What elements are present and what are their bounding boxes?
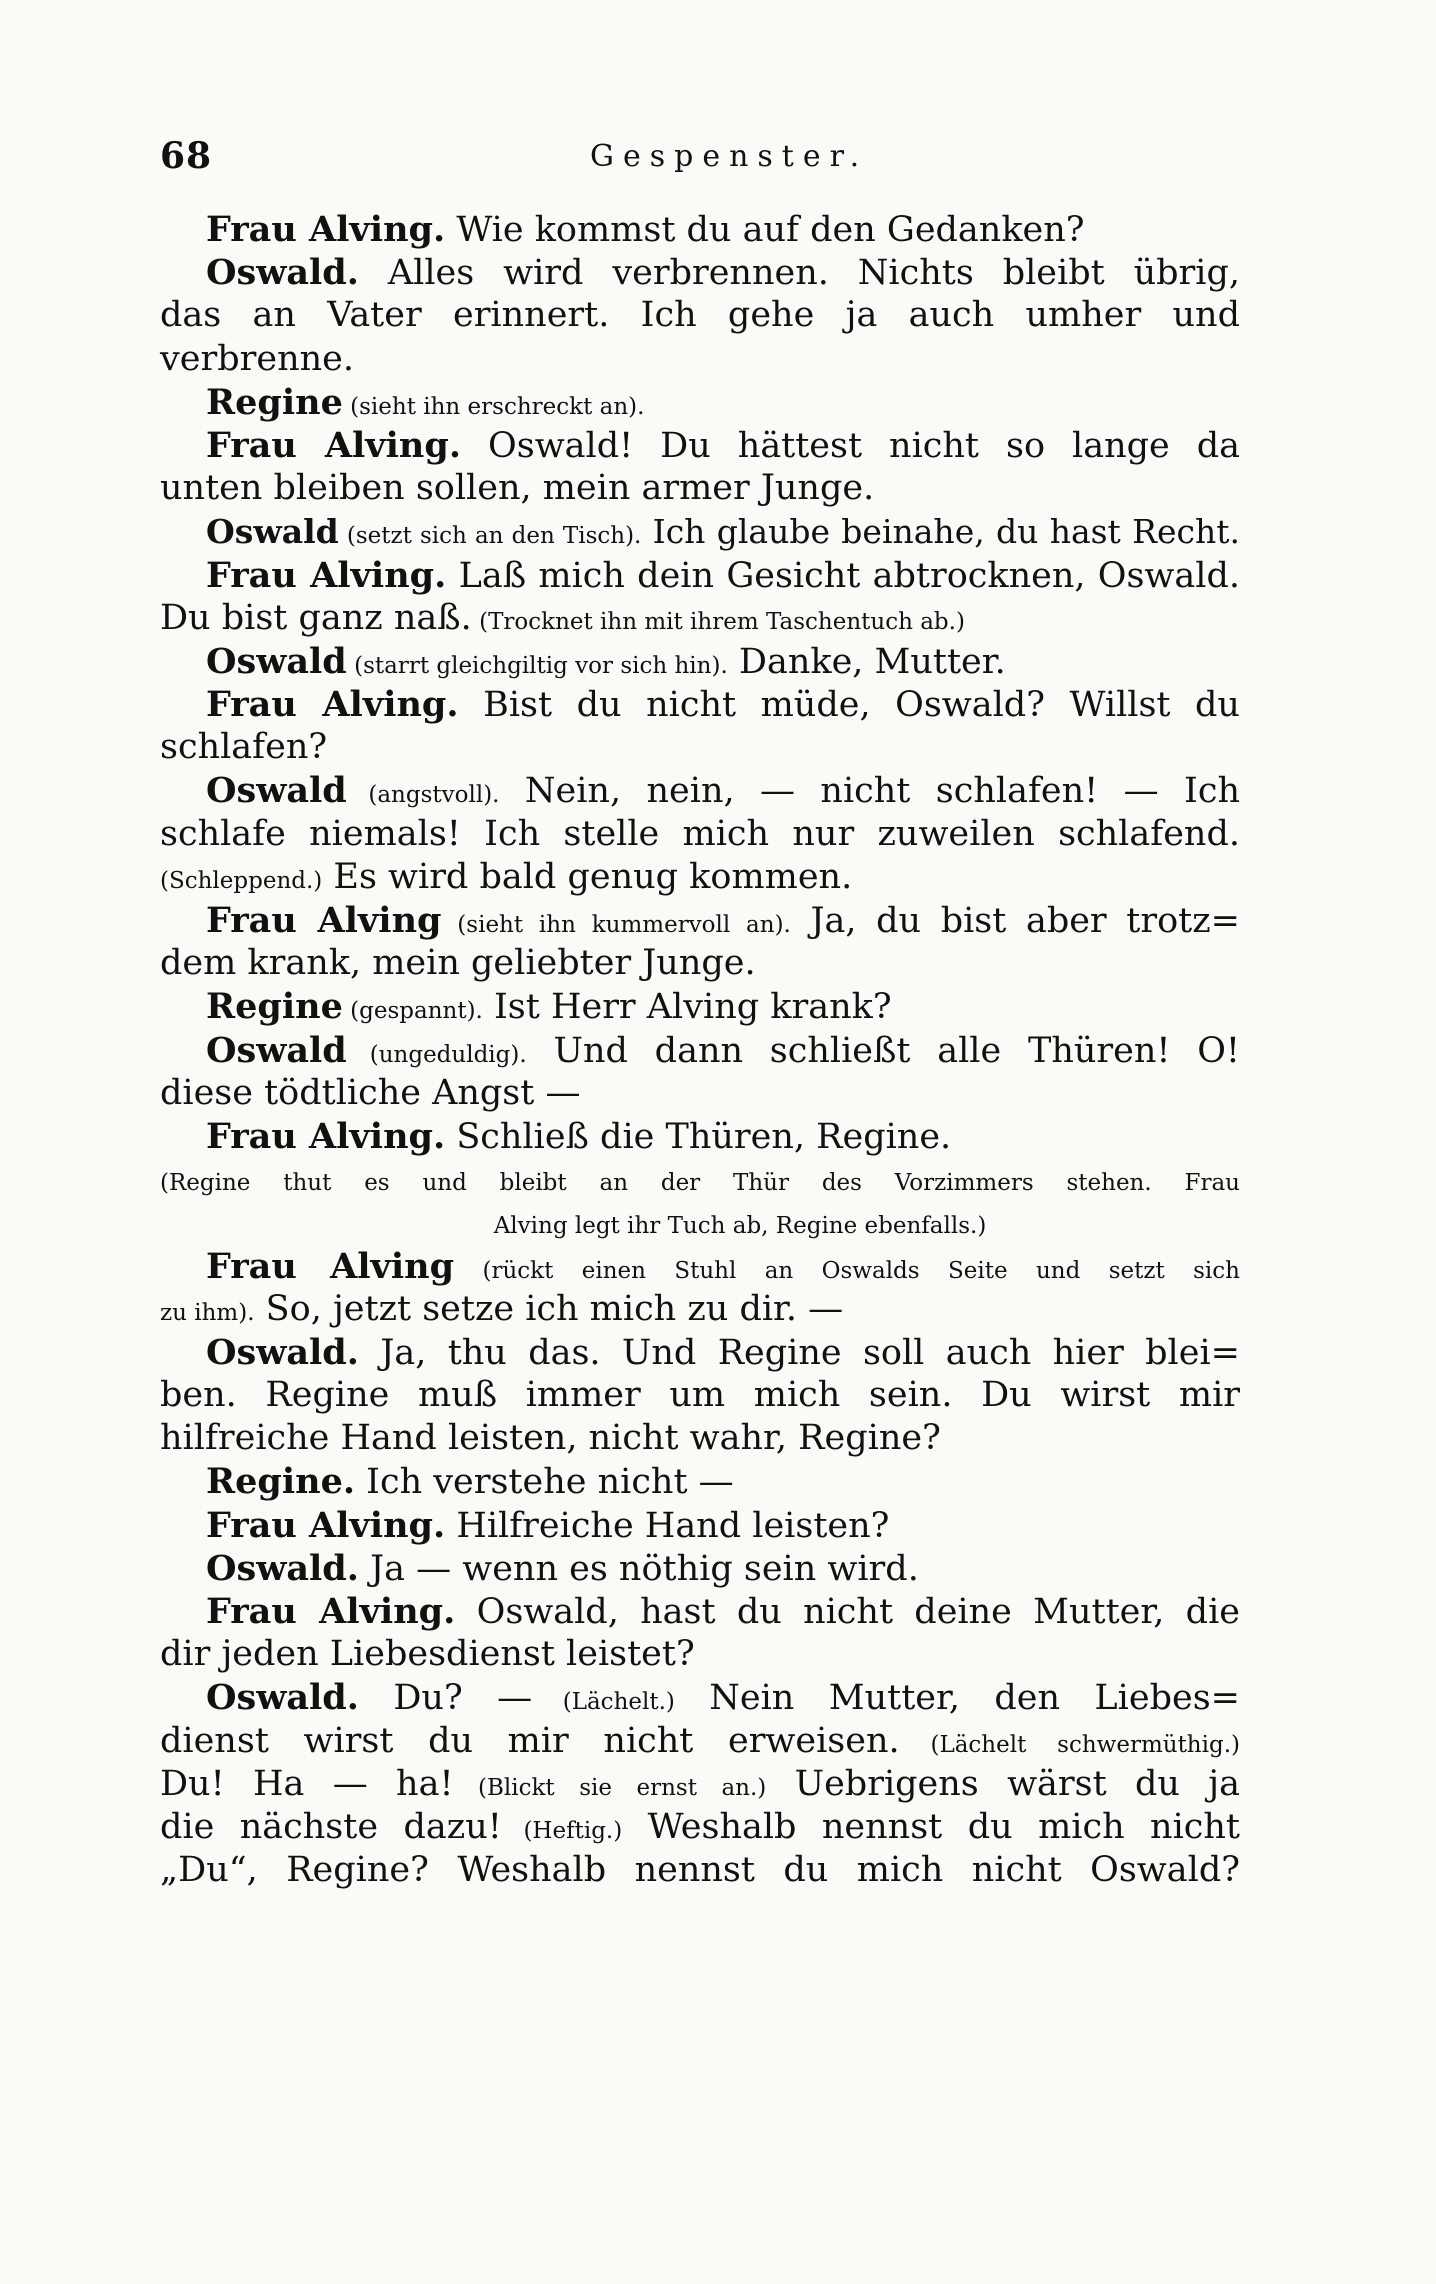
dialogue-text: das an Vater erinnert. Ich gehe ja auch umher und [160, 295, 1240, 336]
dialogue-text: Weshalb nennst du mich nicht [622, 1806, 1240, 1847]
dialogue-text: Ich verstehe nicht — [355, 1462, 734, 1503]
text-line [160, 1720, 1240, 1763]
text-line [160, 1676, 1240, 1719]
dialogue-text: Oswald! Du hättest nicht so lange da [461, 425, 1240, 466]
speaker-name: Frau Alving [206, 1245, 455, 1287]
stage-direction: (Schleppend.) [160, 867, 323, 894]
text-line [160, 1201, 1240, 1244]
stage-direction: zu ihm). [160, 1299, 255, 1326]
dialogue-text: schlafen? [160, 727, 328, 768]
text-line [160, 251, 1240, 294]
dialogue-text: Und dann schließt alle Thüren! O! [526, 1030, 1241, 1071]
dialogue-text: Du! Ha — ha! [160, 1763, 454, 1804]
stage-direction: (Lächelt.) [532, 1689, 675, 1716]
dialogue-text: „Du“, Regine? Weshalb nennst du mich nicht Oswald? [160, 1850, 1240, 1891]
speaker-name: Frau Alving. [206, 1115, 446, 1157]
text-line [160, 1374, 1240, 1417]
text-line [160, 1763, 1240, 1806]
text-line [160, 942, 1240, 985]
text-line [160, 769, 1240, 812]
text-line [160, 424, 1240, 467]
stage-direction: (sieht ihn kummervoll an). [441, 912, 791, 938]
text-line [160, 683, 1240, 726]
text-line [160, 1849, 1240, 1892]
speaker-name: Oswald. [206, 252, 359, 294]
text-line [160, 1331, 1240, 1374]
stage-direction: (ungeduldig). [346, 1041, 527, 1068]
dialogue-text: Ja — wenn es nöthig sein wird. [358, 1548, 919, 1589]
text-line [160, 899, 1240, 942]
speaker-name: Oswald [206, 640, 347, 682]
speaker-name: Regine [206, 986, 343, 1028]
stage-direction: (Lächelt schwermüthig.) [899, 1731, 1240, 1758]
dialogue-text: schlafe niemals! Ich stelle mich nur zuweilen schlafend. [160, 813, 1240, 854]
stage-direction: (angstvoll). [346, 782, 500, 809]
speaker-name: Oswald. [206, 1677, 359, 1719]
text-line [160, 1590, 1240, 1633]
stage-direction: Alving legt ihr Tuch ab, Regine ebenfalls.) [493, 1213, 987, 1240]
text-line [160, 1417, 1240, 1460]
dialogue-text: Wie kommst du auf den Gedanken? [445, 210, 1085, 250]
text-line [160, 294, 1240, 337]
dialogue-text: Schließ die Thüren, Regine. [445, 1116, 952, 1157]
dialogue-text: Laß mich dein Gesicht abtrocknen, Oswald. [446, 555, 1240, 596]
speaker-name: Frau Alving [206, 900, 442, 941]
stage-direction: (rückt einen Stuhl an Oswalds Seite und setzt sich [454, 1257, 1240, 1284]
page-header [160, 135, 1240, 195]
text-line [160, 1029, 1240, 1072]
stage-direction: (setzt sich an den Tisch). [338, 523, 642, 550]
speaker-name: Oswald. [206, 1547, 359, 1589]
text-line [160, 338, 1240, 381]
dialogue-text: Ja, du bist aber trotz= [790, 901, 1240, 941]
dialogue-text: die nächste dazu! [160, 1806, 502, 1847]
text-line [160, 597, 1240, 640]
dialogue-text: Nein Mutter, den Liebes= [674, 1678, 1240, 1719]
speaker-name: Frau Alving. [206, 424, 462, 466]
dialogue-text: dir jeden Liebesdienst leistet? [160, 1634, 695, 1675]
text-line [160, 1245, 1240, 1288]
text-line [160, 208, 1240, 251]
stage-direction: (Heftig.) [501, 1817, 623, 1844]
dialogue-text: Danke, Mutter. [727, 641, 1006, 682]
dialogue-text: Oswald, hast du nicht deine Mutter, die [455, 1592, 1240, 1632]
dialogue-text: Du? — [358, 1678, 533, 1719]
dialogue-text: Du bist ganz naß. [160, 597, 472, 638]
dialogue-text: ben. Regine muß immer um mich sein. Du wirst mir [160, 1375, 1240, 1416]
dialogue-text: Nein, nein, — nicht schlafen! — Ich [499, 771, 1240, 812]
stage-direction: (gespannt). [342, 998, 483, 1025]
stage-direction: (Trocknet ihn mit ihrem Taschentuch ab.) [471, 608, 965, 635]
dialogue-text: Ist Herr Alving krank? [482, 987, 892, 1028]
text-line [160, 510, 1240, 553]
speaker-name: Frau Alving. [206, 1591, 456, 1632]
dialogue-text: Ja, thu das. Und Regine soll auch hier blei= [358, 1332, 1240, 1373]
dialogue-text: unten bleiben sollen, mein armer Junge. [160, 468, 875, 509]
speaker-name: Regine [206, 381, 343, 423]
text-line [160, 856, 1240, 899]
dialogue-text: dienst wirst du mir nicht erweisen. [160, 1720, 900, 1761]
text-line [160, 1158, 1240, 1201]
dialogue-text: hilfreiche Hand leisten, nicht wahr, Regine? [160, 1418, 941, 1459]
text-line [160, 985, 1240, 1028]
speaker-name: Oswald [206, 770, 347, 812]
text-line [160, 554, 1240, 597]
dialogue-text: Bist du nicht müde, Oswald? Willst du [458, 685, 1240, 726]
dialogue-text: Alles wird verbrennen. Nichts bleibt übrig, [358, 253, 1240, 294]
dialogue-text: Es wird bald genug kommen. [322, 856, 853, 897]
speaker-name: Oswald [206, 1029, 347, 1071]
stage-direction: (Regine thut es und bleibt an der Thür des Vorzimmers stehen. Frau [160, 1170, 1240, 1197]
text-line [160, 1115, 1240, 1158]
text-line [160, 1547, 1240, 1590]
text-line [160, 467, 1240, 510]
dialogue-text: diese tödtliche Angst — [160, 1072, 581, 1113]
dialogue-text: Ich glaube beinahe, du hast Recht. [641, 512, 1240, 552]
speaker-name: Frau Alving. [206, 209, 446, 250]
dialogue-text: dem krank, mein geliebter Junge. [160, 943, 756, 984]
dialogue-text: So, jetzt setze ich mich zu dir. — [254, 1288, 844, 1329]
text-line [160, 1072, 1240, 1115]
text-line [160, 813, 1240, 856]
speaker-name: Oswald [206, 512, 339, 552]
text-line [160, 1633, 1240, 1676]
text-line [160, 726, 1240, 769]
stage-direction: (sieht ihn erschreckt an). [342, 393, 645, 420]
speaker-name: Frau Alving. [206, 1504, 446, 1546]
speaker-name: Frau Alving. [206, 554, 447, 596]
speaker-name: Frau Alving. [206, 684, 459, 726]
play-text-body [160, 208, 1240, 1892]
running-title: Gespenster. [590, 139, 869, 174]
stage-direction: (starrt gleichgiltig vor sich hin). [346, 652, 728, 679]
text-line [160, 1806, 1240, 1849]
dialogue-text: verbrenne. [160, 338, 354, 379]
speaker-name: Regine. [206, 1461, 356, 1503]
speaker-name: Oswald. [206, 1331, 359, 1373]
text-line [160, 381, 1240, 424]
text-line [160, 640, 1240, 683]
text-line [160, 1504, 1240, 1547]
dialogue-text: Hilfreiche Hand leisten? [445, 1505, 890, 1546]
page-number: 68 [160, 135, 213, 177]
dialogue-text: Uebrigens wärst du ja [766, 1763, 1240, 1804]
text-line [160, 1288, 1240, 1331]
stage-direction: (Blickt sie ernst an.) [453, 1774, 767, 1801]
text-line [160, 1460, 1240, 1503]
